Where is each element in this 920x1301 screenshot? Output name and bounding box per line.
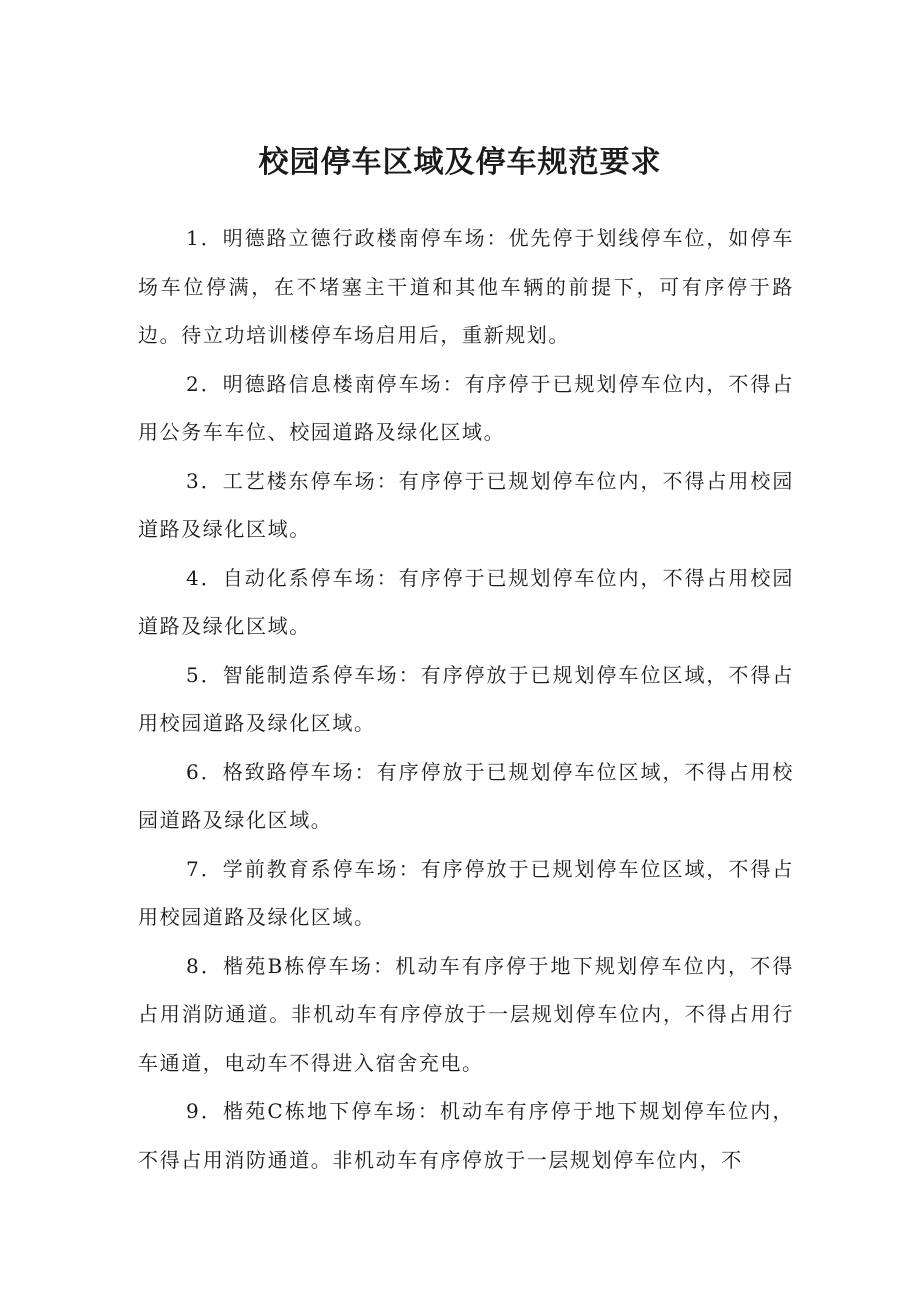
document-title: 校园停车区域及停车规范要求: [258, 145, 662, 180]
paragraph-8: 8．楷苑B栋停车场：机动车有序停于地下规划停车位内，不得占用消防通道。非机动车有序停放于一层规划停车位内，不得占用行车通道，电动车不得进入宿舍充电。: [138, 953, 794, 1075]
paragraph-3: 3．工艺楼东停车场：有序停于已规划停车位内，不得占用校园道路及绿化区域。: [138, 468, 794, 541]
paragraph-2: 2．明德路信息楼南停车场：有序停于已规划停车位内，不得占用公务车车位、校园道路及绿化区域。: [138, 371, 794, 444]
document-body: [138, 214, 794, 1184]
paragraph-5: 5．智能制造系停车场：有序停放于已规划停车位区域，不得占用校园道路及绿化区域。: [138, 662, 794, 735]
paragraph-4: 4．自动化系停车场：有序停于已规划停车位内，不得占用校园道路及绿化区域。: [138, 565, 794, 638]
paragraph-7: 7．学前教育系停车场：有序停放于已规划停车位区域，不得占用校园道路及绿化区域。: [138, 856, 794, 929]
paragraph-9: 9．楷苑C栋地下停车场：机动车有序停于地下规划停车位内，不得占用消防通道。非机动车有序停放于一层规划停车位内，不: [138, 1099, 794, 1172]
paragraph-1: 1．明德路立德行政楼南停车场：优先停于划线停车位，如停车场车位停满，在不堵塞主干道和其他车辆的前提下，可有序停于路边。待立功培训楼停车场启用后，重新规划。: [138, 226, 794, 347]
paragraph-6: 6．格致路停车场：有序停放于已规划停车位区域，不得占用校园道路及绿化区域。: [138, 759, 794, 832]
